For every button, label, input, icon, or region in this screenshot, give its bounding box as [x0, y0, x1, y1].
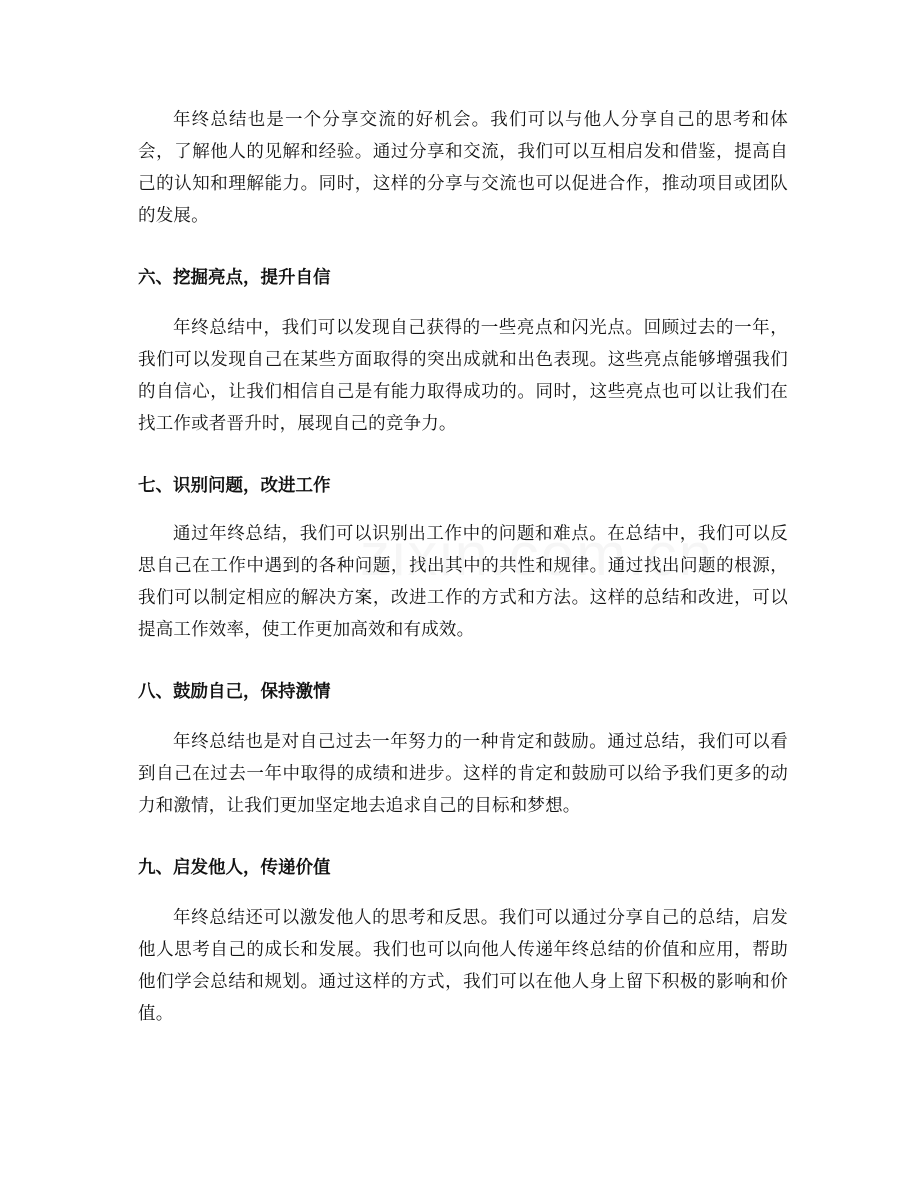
heading-section-6: 六、挖掘亮点，提升自信 — [138, 268, 331, 288]
paragraph-sharing: 年终总结也是一个分享交流的好机会。我们可以与他人分享自己的思考和体会，了解他人的见解和经验。通过分享和交流，我们可以互相启发和借鉴，提高自己的认知和理解能力。同时，这样的分享与交流也可以促进合作，推动项目或团队的发展。 — [138, 110, 788, 226]
paragraph-encourage: 年终总结也是对自己过去一年努力的一种肯定和鼓励。通过总结，我们可以看到自己在过去一年中取得的成绩和进步。这样的肯定和鼓励可以给予我们更多的动力和激情，让我们更加坚定地去追求自己的目标和梦想。 — [138, 732, 788, 816]
heading-section-8: 八、鼓励自己，保持激情 — [138, 682, 331, 702]
paragraph-problems: 通过年终总结，我们可以识别出工作中的问题和难点。在总结中，我们可以反思自己在工作中遇到的各种问题，找出其中的共性和规律。通过找出问题的根源，我们可以制定相应的解决方案，改进工作的方式和方法。这样的总结和改进，可以提高工作效率，使工作更加高效和有成效。 — [138, 524, 788, 640]
heading-section-9: 九、启发他人，传递价值 — [138, 858, 331, 878]
paragraph-highlights: 年终总结中，我们可以发现自己获得的一些亮点和闪光点。回顾过去的一年，我们可以发现自己在某些方面取得的突出成就和出色表现。这些亮点能够增强我们的自信心，让我们相信自己是有能力取得成功的。同时，这些亮点也可以让我们在找工作或者晋升时，展现自己的竞争力。 — [138, 318, 788, 434]
heading-section-7: 七、识别问题，改进工作 — [138, 476, 331, 496]
paragraph-inspire: 年终总结还可以激发他人的思考和反思。我们可以通过分享自己的总结，启发他人思考自己的成长和发展。我们也可以向他人传递年终总结的价值和应用，帮助他们学会总结和规划。通过这样的方式，我们可以在他人身上留下积极的影响和价值。 — [138, 908, 788, 1024]
